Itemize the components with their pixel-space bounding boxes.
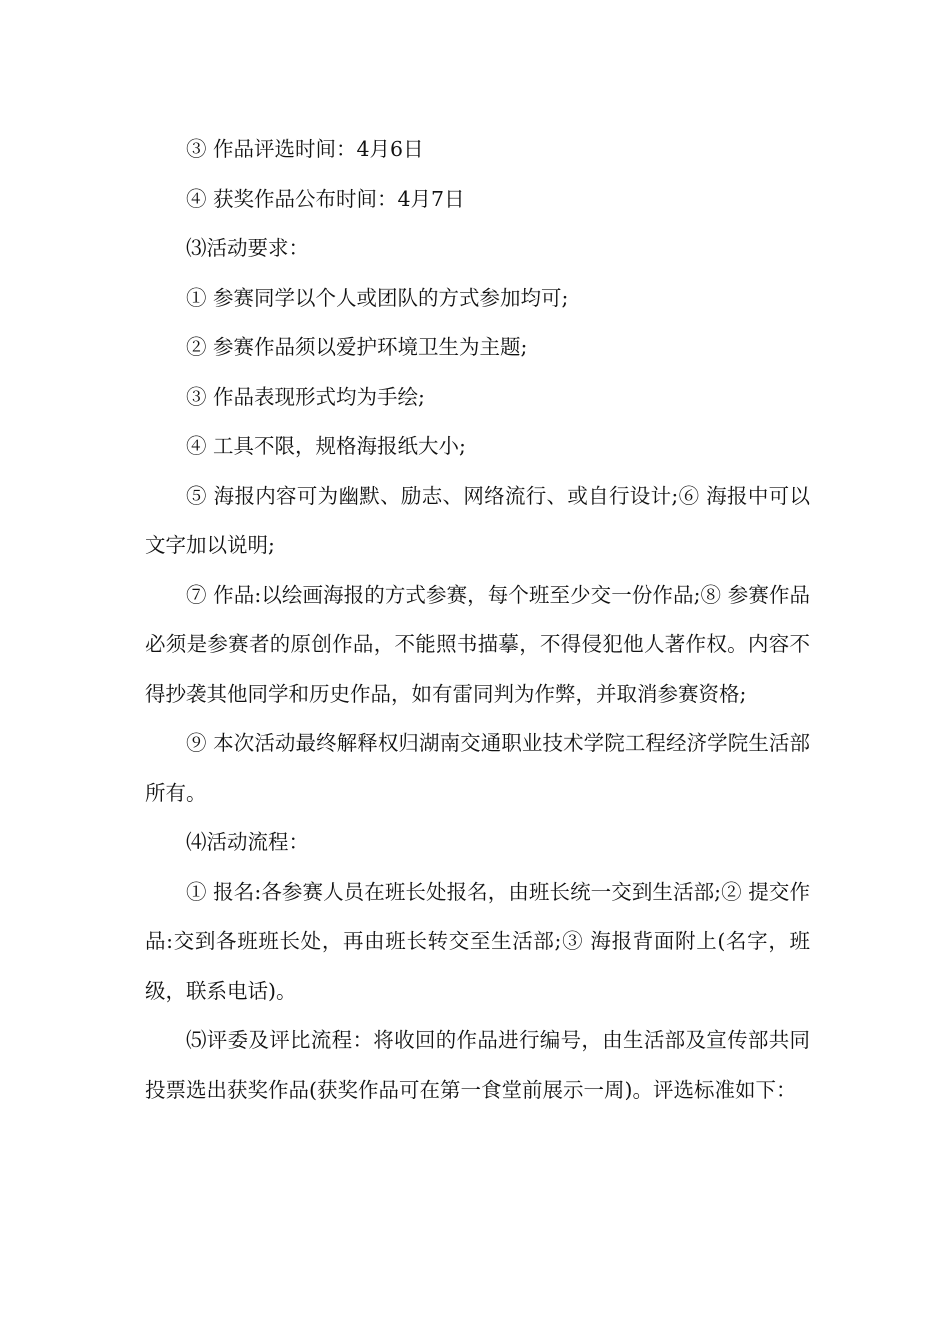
- paragraph-process-steps: ① 报名:各参赛人员在班长处报名，由班长统一交到生活部;② 提交作品:交到各班班长处，再由班长转交至生活部;③ 海报背面附上(名字，班级，联系电话)。: [145, 879, 810, 1003]
- heading-activity-process: ⑷活动流程：: [186, 830, 309, 854]
- paragraph-judging-process: ⑸评委及评比流程：将收回的作品进行编号，由生活部及宣传部共同投票选出获奖作品(获奖作品可在第一食堂前展示一周)。评选标准如下：: [145, 1028, 810, 1102]
- paragraph-requirement-4: ④ 工具不限，规格海报纸大小;: [186, 434, 466, 458]
- paragraph-announcement-time: ④ 获奖作品公布时间：4月7日: [186, 186, 465, 211]
- paragraph-requirement-5-6: ⑤ 海报内容可为幽默、励志、网络流行、或自行设计;⑥ 海报中可以文字加以说明;: [145, 483, 810, 557]
- paragraph-requirement-7-8: ⑦ 作品:以绘画海报的方式参赛，每个班至少交一份作品;⑧ 参赛作品必须是参赛者的原创作品，不能照书描摹，不得侵犯他人著作权。内容不得抄袭其他同学和历史作品，如有雷同判为作弊，并取消参赛资格;: [145, 582, 810, 706]
- paragraph-requirement-1: ① 参赛同学以个人或团队的方式参加均可;: [186, 285, 569, 310]
- paragraph-requirement-9: ⑨ 本次活动最终解释权归湖南交通职业技术学院工程经济学院生活部所有。: [145, 731, 810, 805]
- paragraph-requirement-2: ② 参赛作品须以爱护环境卫生为主题;: [186, 335, 528, 359]
- heading-activity-requirements: ⑶活动要求：: [186, 236, 309, 260]
- document-page: [145, 125, 810, 1115]
- paragraph-requirement-3: ③ 作品表现形式均为手绘;: [186, 384, 425, 409]
- paragraph-evaluation-time: ③ 作品评选时间：4月6日: [186, 137, 424, 161]
